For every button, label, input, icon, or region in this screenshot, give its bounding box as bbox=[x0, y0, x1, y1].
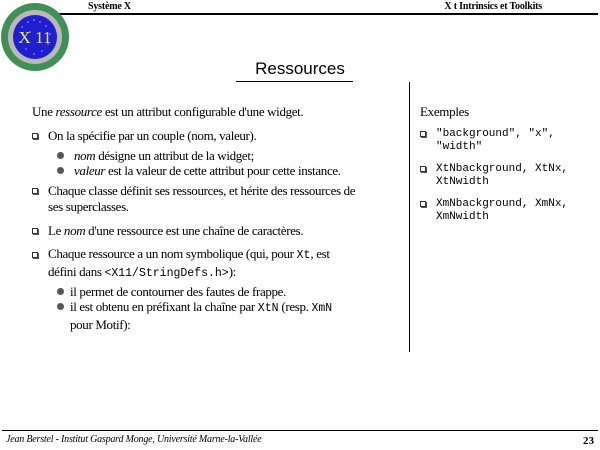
bullet-classe: Chaque classe définit ses ressources, et hérite des ressources de ses superclasses. bbox=[48, 183, 356, 214]
intro-text: Une ressource est un attribut configurable d'une widget. bbox=[32, 104, 304, 119]
bullet-icon bbox=[32, 252, 38, 258]
bullet-icon bbox=[32, 188, 38, 194]
sub-bullet-icon bbox=[57, 288, 64, 295]
sub-bullet-icon bbox=[57, 167, 64, 174]
sub-bullet-valeur: valeur est la valeur de cette attribut pour cette instance. bbox=[74, 163, 341, 178]
logo-text: X 11 bbox=[18, 28, 52, 47]
column-divider bbox=[409, 82, 410, 352]
header-course-title: Système X bbox=[88, 1, 131, 12]
header-chapter-title: X t Intrinsics et Toolkits bbox=[444, 1, 542, 12]
bullet-symbolique: Chaque ressource a un nom symbolique (qui, pour Xt, est défini dans <X11/StringDefs.h>): bbox=[48, 246, 330, 280]
example-item: XmNbackground, XmNx, XmNwidth bbox=[436, 198, 569, 223]
page-title: Ressources bbox=[255, 59, 345, 78]
sub-bullet-nom: nom désigne un attribut de la widget; bbox=[74, 148, 254, 163]
bullet-icon bbox=[420, 166, 426, 172]
example-item: "background", "x", "width" bbox=[436, 128, 555, 153]
sub-bullet-icon bbox=[57, 152, 64, 159]
bullet-icon bbox=[420, 131, 426, 137]
bullet-icon bbox=[420, 201, 426, 207]
bullet-icon bbox=[32, 133, 38, 139]
sub-bullet-fautes: il permet de contourner des fautes de frappe. bbox=[70, 284, 286, 299]
page-number: 23 bbox=[583, 435, 594, 447]
footer-rule bbox=[2, 430, 598, 431]
bullet-nom: Le nom d'une ressource est une chaîne de caractères. bbox=[48, 223, 304, 238]
bullet-icon bbox=[32, 228, 38, 234]
examples-heading: Exemples bbox=[420, 104, 469, 119]
bullet-couple: On la spécifie par un couple (nom, valeur). bbox=[48, 128, 257, 143]
sub-bullet-icon bbox=[57, 303, 64, 310]
sub-bullet-prefixe: il est obtenu en préfixant la chaîne par XtN (resp. XmN pour Motif): bbox=[70, 299, 333, 332]
header-rule bbox=[56, 13, 598, 15]
footer-author: Jean Berstel - Institut Gaspard Monge, Université Marne-la-Vallée bbox=[6, 434, 262, 445]
example-item: XtNbackground, XtNx, XtNwidth bbox=[436, 163, 569, 188]
x11-logo bbox=[0, 2, 70, 72]
title-underline bbox=[236, 81, 353, 82]
